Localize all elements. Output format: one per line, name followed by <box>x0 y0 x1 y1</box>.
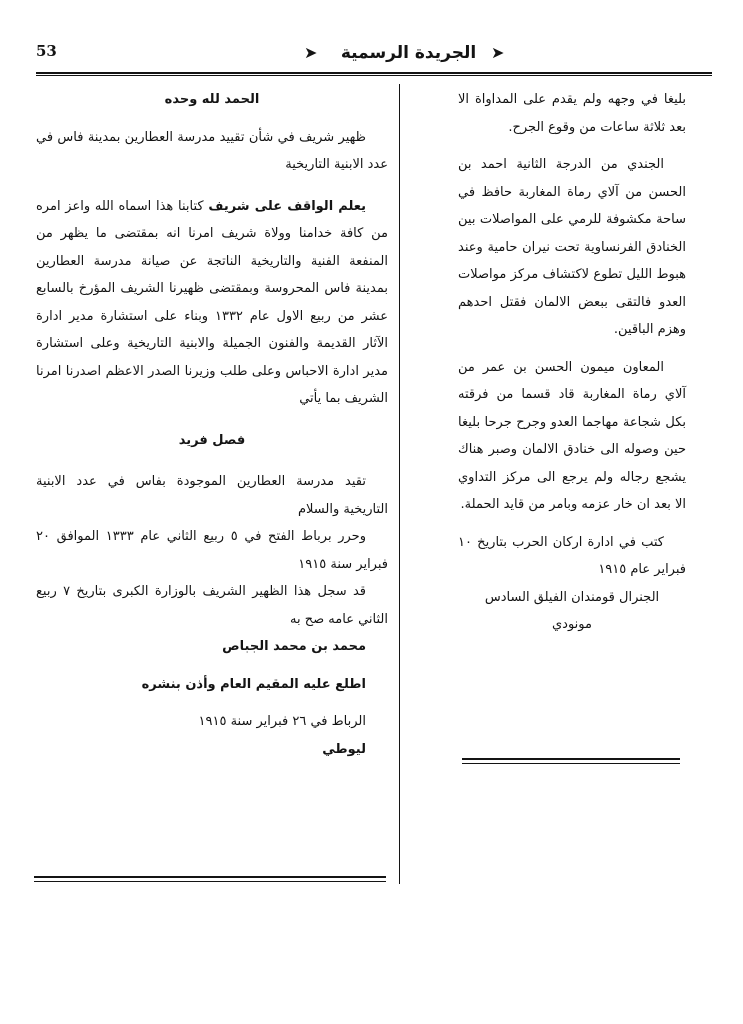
paragraph-soldier-ahmed: الجندي من الدرجة الثانية احمد بن الحسن من آلاي رماة المغاربة حافظ في ساحة مكشوفة للرمي على المواصلات بين الخنادق الفرنساوية تحت نيران حامية وعند هبوط الليل تطوع لاكتشاف مركز مواصلات العدو فالتقى ببعض الالمان فقتل احدهم وهزم الباقين. <box>458 157 686 337</box>
issued-at-line: كتب في ادارة اركان الحرب بتاريخ ١٠ فبراير عام ١٩١٥ <box>458 534 686 577</box>
right-column-end-rule-thin <box>462 763 680 764</box>
paragraph-adjutant-maimoun: المعاون ميمون الحسن بن عمر من آلاي رماة المغاربة قاد قسما من فرقته بكل شجاعة مهاجما العدو وجرح جرحا بليغا حين وصوله الى خنادق الالمان وصبر هناك يشجع رجاله ولم يرجع الى مركز التداوي الا بعد ان خار عزمه وبامر من قايد الحملة. <box>458 359 686 512</box>
header-rule-thin <box>36 75 712 76</box>
ornament-left-icon: ➤ <box>304 43 318 62</box>
registration-line: قد سجل هذا الظهير الشريف بالوزارة الكبرى بتاريخ ٧ ربيع الثاني عامه صح به <box>36 584 388 627</box>
right-column-end-rule <box>462 758 680 760</box>
dahir-subject: ظهير شريف في شأن تقييد مدرسة العطارين بمدينة فاس في عدد الابنية التاريخية <box>36 129 388 172</box>
left-column-end-rule-thin <box>34 881 386 882</box>
approval-date: الرباط في ٢٦ فبراير سنة ١٩١٥ <box>198 714 366 729</box>
dated-line: وحرر برباط الفتح في ٥ ربيع الثاني عام ١٣٣٣ الموافق ٢٠ فبراير سنة ١٩١٥ <box>36 529 388 572</box>
header-rule <box>36 72 712 74</box>
registrar-name: محمد بن محمد الجباص <box>222 639 366 654</box>
ornament-right-icon: ➤ <box>491 43 505 62</box>
page-number: 53 <box>36 42 57 60</box>
approval-line: اطلع عليه المقيم العام وأذن بنشره <box>141 676 366 692</box>
dahir-body <box>36 193 388 413</box>
resident-general-signature: ليوطي <box>322 741 366 757</box>
signatory-title: الجنرال قومندان الفيلق السادس <box>484 589 660 605</box>
dahir-body-lead: يعلم الواقف على شريف <box>208 198 367 214</box>
column-divider <box>399 84 400 884</box>
left-column <box>36 86 388 763</box>
section-title: فصل فريد <box>178 432 246 448</box>
single-article: تقيد مدرسة العطارين الموجودة بفاس في عدد الابنية التاريخية والسلام <box>36 474 388 517</box>
signatory-name: مونودي <box>552 617 592 632</box>
dahir-body-text: كتابنا هذا اسماه الله واعز امره من كافة خدامنا وولاة شريف امرنا انه بمقتضى ما يظهر من المنفعة الفنية والتاريخية الناتجة عن صيانة مدرسة العطارين بمدينة فاس المحروسة وبمقتضى ظهيرنا الشريف المؤرخ بالسابع عشر من ربيع الاول عام ١٣٣٢ وبناء على استشارة مدير ادارة الآثار القديمة والفنون الجميلة والابنية التاريخية وعلى استشارة مدير ادارة الاحباس وعلى طلب وزيرنا الصدر الاعظم اصدرنا امرنا الشريف بما يأتي <box>36 198 388 406</box>
right-column <box>458 86 686 639</box>
page-header <box>36 40 711 68</box>
publication-title: الجريدة الرسمية <box>340 43 477 63</box>
invocation-heading: الحمد لله وحده <box>164 92 260 107</box>
paragraph-wound-continuation: بليغا في وجهه ولم يقدم على المداواة الا بعد ثلاثة ساعات من وقوع الجرح. <box>458 92 686 135</box>
left-column-end-rule <box>34 876 386 878</box>
